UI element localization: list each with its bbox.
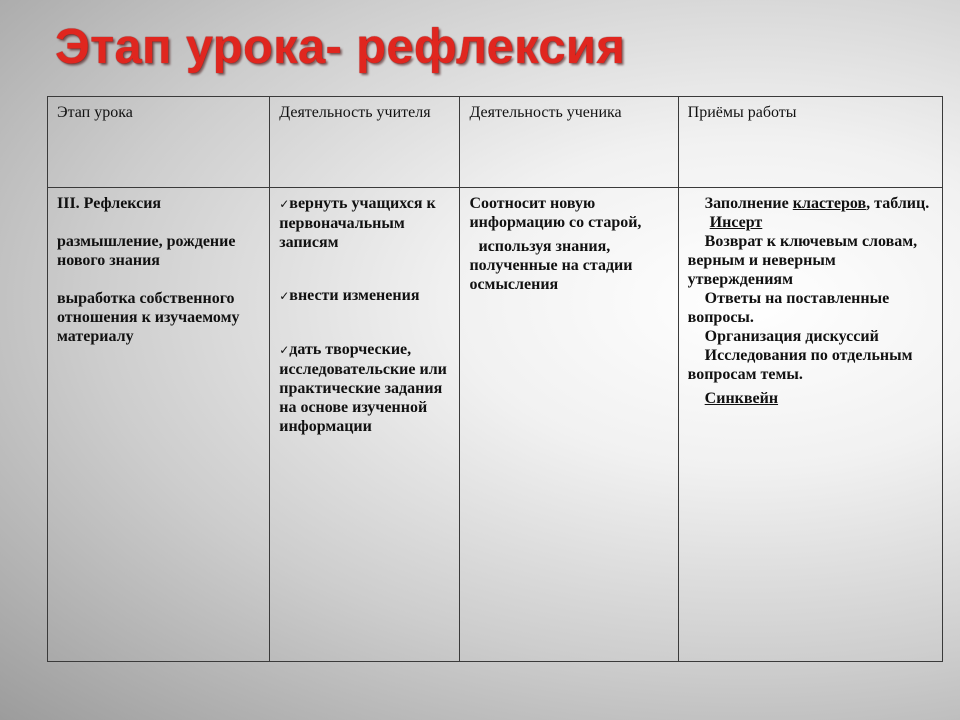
method-1-text-b: , таблиц.	[866, 195, 930, 212]
method-1	[688, 194, 934, 213]
method-2-link[interactable]: Инсерт	[709, 214, 763, 231]
table-row	[48, 188, 943, 662]
teacher-item-3-text: дать творческие, исследовательские или практические задания на основе изученной информации	[279, 341, 447, 435]
method-7	[688, 389, 934, 408]
method-3-text: Возврат к ключевым словам, верным и неверным утверждениям	[687, 233, 918, 288]
slide-title: Этап урока- рефлексия	[55, 20, 626, 74]
student-text-2-wrap	[469, 237, 669, 294]
teacher-item-2	[279, 286, 451, 306]
method-6-text: Исследования по отдельным вопросам темы.	[687, 347, 913, 383]
method-4	[688, 289, 934, 327]
table-header-row	[48, 97, 943, 188]
method-7-link[interactable]: Синквейн	[704, 390, 779, 407]
teacher-item-2-text: внести изменения	[289, 287, 420, 304]
method-5-text-a: Организация	[704, 328, 802, 345]
teacher-item-3	[279, 340, 451, 436]
methods-cell	[678, 188, 942, 662]
header-cell-student: Деятельность ученика	[460, 97, 678, 188]
check-mark-icon: ✓	[279, 343, 290, 357]
header-cell-methods: Приёмы работы	[678, 97, 942, 188]
method-1-text-a: Заполнение	[704, 195, 789, 212]
student-text-1: Соотносит новую информацию со старой,	[469, 195, 642, 231]
student-cell	[460, 188, 678, 662]
teacher-item-1-text: вернуть учащихся к первоначальным записям	[279, 195, 436, 251]
method-5-text-b: дискуссий	[805, 328, 879, 345]
check-mark-icon: ✓	[279, 197, 290, 211]
method-4-text: Ответы на поставленные вопросы.	[687, 290, 890, 326]
teacher-cell	[270, 188, 460, 662]
student-text-2: используя знания, полученные на стадии осмысления	[469, 238, 633, 293]
stage-goal-2: выработка собственного отношения к изучаемому материалу	[57, 290, 240, 345]
method-6	[688, 346, 934, 384]
method-5	[688, 327, 934, 346]
header-cell-stage: Этап урока	[48, 97, 270, 188]
method-2	[688, 213, 934, 232]
stage-goal-1: размышление, рождение нового знания	[57, 233, 236, 269]
method-3	[688, 232, 934, 289]
stage-name: III. Рефлексия	[57, 195, 162, 212]
lesson-table	[47, 96, 943, 662]
check-mark-icon: ✓	[279, 289, 290, 303]
teacher-item-1	[279, 194, 451, 252]
header-cell-teacher: Деятельность учителя	[270, 97, 460, 188]
stage-cell	[48, 188, 270, 662]
method-1-link[interactable]: кластеров	[792, 195, 867, 212]
